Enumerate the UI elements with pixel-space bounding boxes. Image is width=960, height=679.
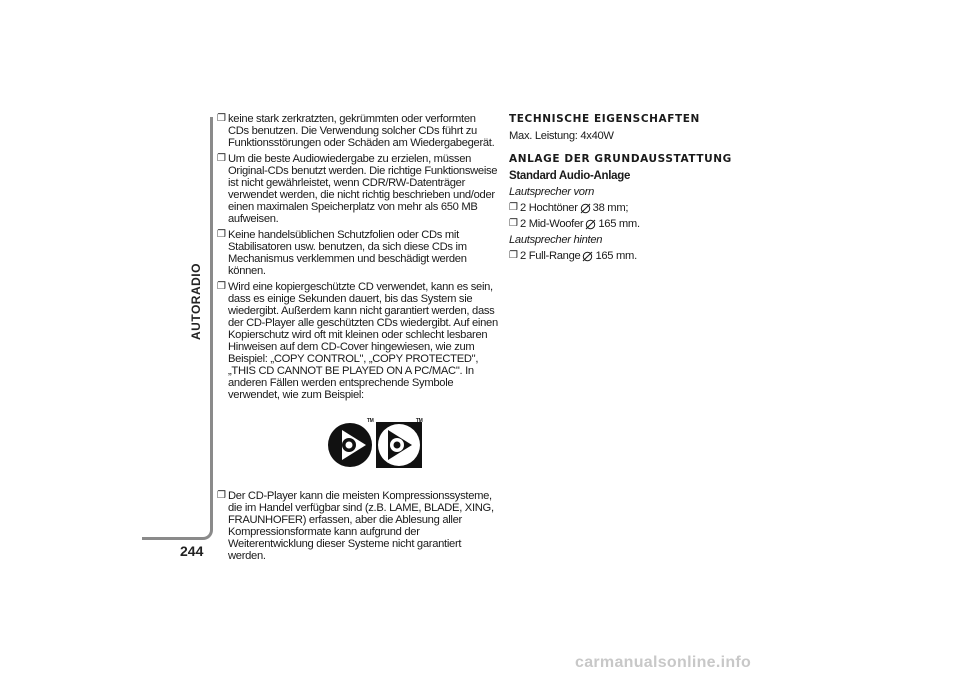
spec-row-tweeter <box>509 202 769 214</box>
list-item-text: Um die beste Audiowiedergabe zu erzielen, müssen Original-CDs benutzt werden. Die richtige Funktionsweise ist nicht gewährleistet, wenn CDR/RW-Datenträger verwendet werden, die nicht richtig beschrieben und/oder einen maximalen Speicherplatz von mehr als 650 MB aufweisen. <box>228 153 498 225</box>
list-item-text: keine stark zerkratzten, gekrümmten oder verformten CDs benutzen. Die Verwendung solcher CDs führt zu Funktionsstörungen oder Schäden am Wiedergabegerät. <box>228 113 495 149</box>
watermark: carmanualsonline.info <box>575 654 752 671</box>
page-number: 244 <box>180 543 204 559</box>
checkbox-bullet-icon: ❐ <box>217 490 226 501</box>
woofer-label: 2 Mid-Woofer <box>520 218 584 230</box>
copy-protection-logo-black-icon <box>327 418 374 469</box>
list-item-text: Keine handelsüblichen Schutzfolien oder CDs mit Stabilisatoren usw. benutzen, da sich diese CDs im Mechanismus verklemmen und beschädigt werden können. <box>228 229 467 277</box>
list-item <box>217 490 499 562</box>
diameter-icon <box>582 251 593 262</box>
checkbox-bullet-icon: ❐ <box>217 281 226 292</box>
list-item <box>217 229 499 277</box>
list-item <box>217 281 499 401</box>
checkbox-bullet-icon: ❐ <box>509 218 518 229</box>
full-range-label: 2 Full-Range <box>520 250 581 262</box>
spec-row-full-range <box>509 250 769 262</box>
copy-protection-logos <box>249 418 499 469</box>
trademark-label: TM <box>415 418 423 424</box>
woofer-size: 165 mm. <box>598 218 640 230</box>
checkbox-bullet-icon: ❐ <box>217 229 226 240</box>
copy-protection-logo-white-icon <box>376 418 423 469</box>
subheading-standard-audio: Standard Audio-Anlage <box>509 170 631 182</box>
trademark-label: TM <box>366 418 374 424</box>
left-column <box>217 113 499 566</box>
rear-speakers-label: Lautsprecher hinten <box>509 234 603 246</box>
diameter-icon <box>585 219 596 230</box>
list-item-text: Der CD-Player kann die meisten Kompressionssysteme, die im Handel verfügbar sind (z.B. LAME, BLADE, XING, FRAUNHOFER) erfassen, aber die Ablesung aller Kompressionsformate kann aufgrund der Weiterentwicklung dieser Systeme nicht garantiert werden. <box>228 490 494 562</box>
checkbox-bullet-icon: ❐ <box>509 202 518 213</box>
power-spec: Max. Leistung: 4x40W <box>509 130 614 142</box>
spec-row-woofer <box>509 218 769 230</box>
tweeter-label: 2 Hochtöner <box>520 202 578 214</box>
checkbox-bullet-icon: ❐ <box>217 113 226 124</box>
right-column <box>509 113 769 266</box>
tweeter-size: 38 mm; <box>592 202 629 214</box>
section-label: AUTORADIO <box>189 263 203 340</box>
checkbox-bullet-icon: ❐ <box>509 250 518 261</box>
checkbox-bullet-icon: ❐ <box>217 153 226 164</box>
front-speakers-label: Lautsprecher vorn <box>509 186 595 198</box>
list-item <box>217 113 499 149</box>
section-heading-equipment: ANLAGE DER GRUNDAUSSTATTUNG <box>509 153 732 165</box>
diameter-icon <box>580 203 591 214</box>
list-item-text: Wird eine kopiergeschützte CD verwendet, kann es sein, dass es einige Sekunden dauert, bis das System sie wiedergibt. Außerdem kann nicht garantiert werden, dass der CD-Player alle geschützten CDs wiedergibt. Auf einen Kopierschutz wird oft mit kleinen oder schlecht lesbaren Hinweisen auf dem CD-Cover hingewiesen, wie zum Beispiel: „COPY CONTROL", „COPY PROTECTED", „THIS CD CANNOT BE PLAYED ON A PC/MAC". In anderen Fällen werden entsprechende Symbole verwendet, wie zum Beispiel: <box>228 281 498 401</box>
list-item <box>217 153 499 225</box>
full-range-size: 165 mm. <box>595 250 637 262</box>
section-heading-technical: TECHNISCHE EIGENSCHAFTEN <box>509 113 700 125</box>
